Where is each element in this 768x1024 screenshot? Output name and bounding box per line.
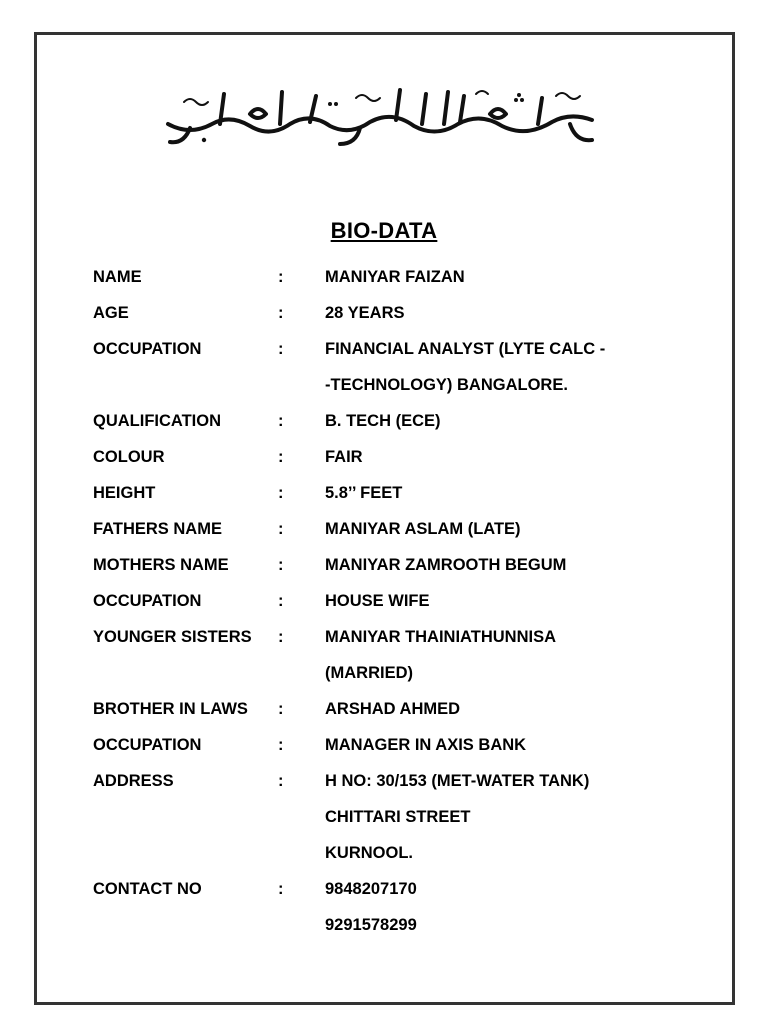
field-label: HEIGHT [93, 484, 156, 502]
field-value: KURNOOL. [325, 844, 413, 862]
field-value: FAIR [325, 448, 363, 466]
field-label: OCCUPATION [93, 592, 202, 610]
field-value: -TECHNOLOGY) BANGALORE. [325, 376, 568, 394]
field-separator: : [278, 448, 284, 466]
field-label: QUALIFICATION [93, 412, 222, 430]
biodata-row [0, 268, 768, 292]
field-separator: : [278, 736, 284, 754]
field-separator: : [278, 628, 284, 646]
biodata-row [0, 484, 768, 508]
field-value: 5.8’’ FEET [325, 484, 403, 502]
biodata-row [0, 664, 768, 688]
field-value: 28 YEARS [325, 304, 405, 322]
field-value: (MARRIED) [325, 664, 413, 682]
field-separator: : [278, 556, 284, 574]
biodata-row [0, 772, 768, 796]
biodata-row [0, 304, 768, 328]
biodata-row [0, 916, 768, 940]
field-separator: : [278, 700, 284, 718]
field-value: FINANCIAL ANALYST (LYTE CALC - [325, 340, 606, 358]
field-label: YOUNGER SISTERS [93, 628, 252, 646]
field-label: FATHERS NAME [93, 520, 222, 538]
field-value: MANIYAR THAINIATHUNNISA [325, 628, 556, 646]
field-value: 9291578299 [325, 916, 417, 934]
field-separator: : [278, 880, 284, 898]
biodata-row [0, 376, 768, 400]
biodata-row [0, 412, 768, 436]
field-separator: : [278, 340, 284, 358]
field-separator: : [278, 412, 284, 430]
field-label: NAME [93, 268, 142, 286]
field-value: MANIYAR FAIZAN [325, 268, 465, 286]
field-label: COLOUR [93, 448, 165, 466]
field-label: BROTHER IN LAWS [93, 700, 248, 718]
biodata-row [0, 592, 768, 616]
biodata-row [0, 628, 768, 652]
biodata-row [0, 736, 768, 760]
biodata-row [0, 700, 768, 724]
page-title: BIO-DATA [330, 218, 438, 243]
field-value: ARSHAD AHMED [325, 700, 461, 718]
field-label: CONTACT NO [93, 880, 202, 898]
biodata-row [0, 844, 768, 868]
field-separator: : [278, 772, 284, 790]
biodata-row [0, 520, 768, 544]
field-value: HOUSE WIFE [325, 592, 430, 610]
field-value: MANAGER IN AXIS BANK [325, 736, 527, 754]
field-label: MOTHERS NAME [93, 556, 229, 574]
field-separator: : [278, 304, 284, 322]
biodata-row [0, 556, 768, 580]
field-value: 9848207170 [325, 880, 417, 898]
biodata-row [0, 448, 768, 472]
field-separator: : [278, 268, 284, 286]
field-label: OCCUPATION [93, 736, 202, 754]
field-label: OCCUPATION [93, 340, 202, 358]
field-separator: : [278, 520, 284, 538]
field-label: AGE [93, 304, 129, 322]
field-separator: : [278, 592, 284, 610]
biodata-row [0, 880, 768, 904]
bismillah-calligraphy-image [160, 84, 600, 148]
field-separator: : [278, 484, 284, 502]
field-label: ADDRESS [93, 772, 174, 790]
field-value: H NO: 30/153 (MET-WATER TANK) [325, 772, 590, 790]
biodata-row [0, 340, 768, 364]
field-value: MANIYAR ASLAM (LATE) [325, 520, 521, 538]
biodata-row [0, 808, 768, 832]
field-value: B. TECH (ECE) [325, 412, 441, 430]
field-value: MANIYAR ZAMROOTH BEGUM [325, 556, 567, 574]
field-value: CHITTARI STREET [325, 808, 471, 826]
